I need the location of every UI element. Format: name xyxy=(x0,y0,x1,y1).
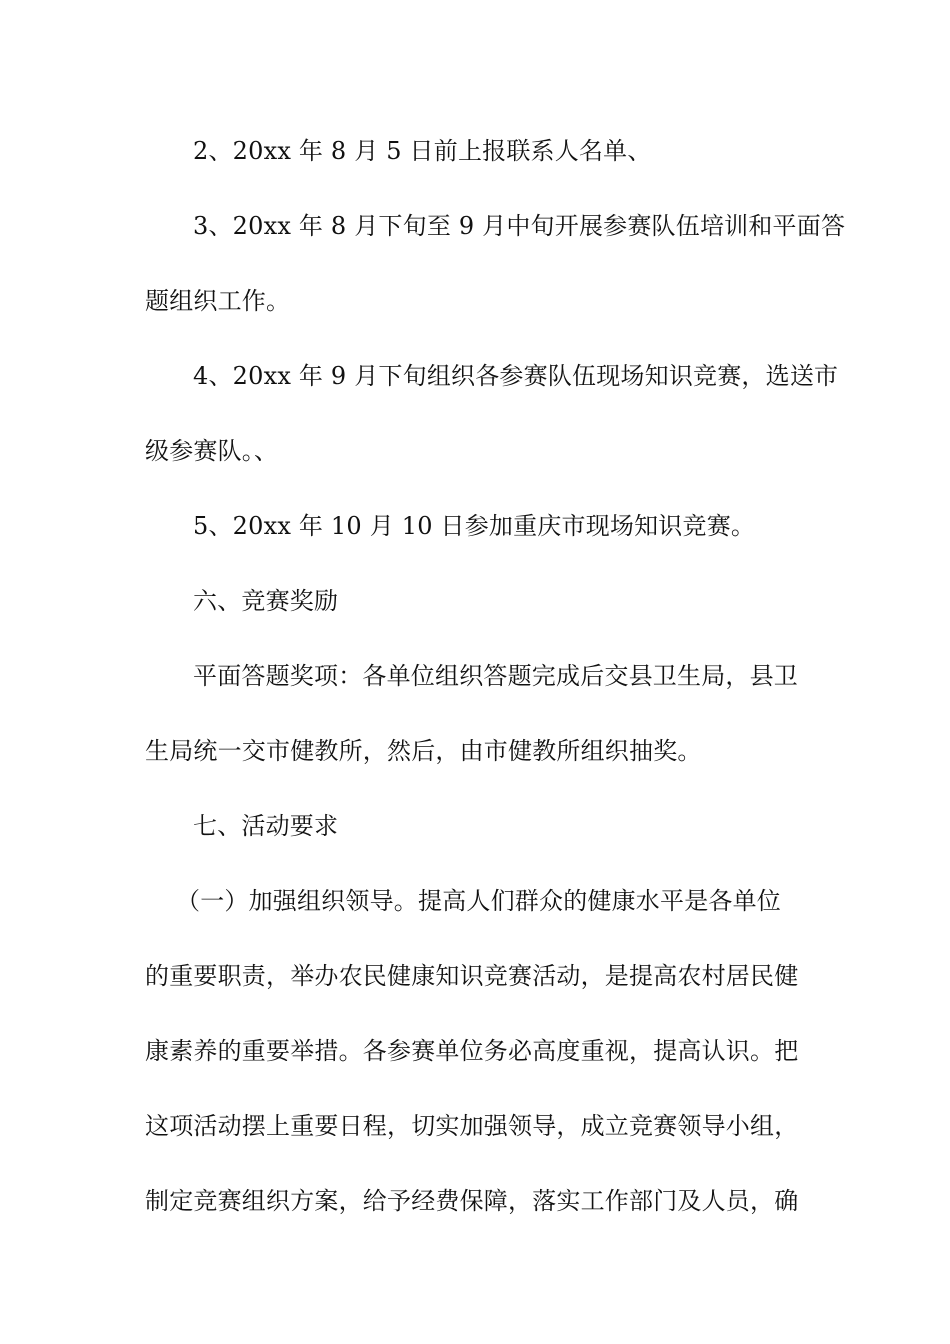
paragraph-line: 2、20xx 年 8 月 5 日前上报联系人名单、 xyxy=(193,137,652,165)
paragraph-line: 3、20xx 年 8 月下旬至 9 月中旬开展参赛队伍培训和平面答 xyxy=(193,212,846,240)
paragraph-line: 的重要职责，举办农民健康知识竞赛活动，是提高农村居民健 xyxy=(145,962,799,990)
paragraph-line: 这项活动摆上重要日程，切实加强领导，成立竞赛领导小组， xyxy=(145,1112,799,1140)
paragraph-line: （一）加强组织领导。提高人们群众的健康水平是各单位 xyxy=(176,887,781,915)
paragraph-line: 制定竞赛组织方案，给予经费保障，落实工作部门及人员，确 xyxy=(145,1187,799,1215)
paragraph-line: 5、20xx 年 10 月 10 日参加重庆市现场知识竞赛。 xyxy=(193,512,756,540)
paragraph-line: 生局统一交市健教所，然后，由市健教所组织抽奖。 xyxy=(145,737,702,765)
paragraph-line: 平面答题奖项：各单位组织答题完成后交县卫生局，县卫 xyxy=(193,662,798,690)
paragraph-line: 题组织工作。 xyxy=(145,287,291,315)
paragraph-line: 级参赛队。、 xyxy=(145,437,279,465)
paragraph-line: 4、20xx 年 9 月下旬组织各参赛队伍现场知识竞赛，选送市 xyxy=(193,362,839,390)
section-heading: 七、活动要求 xyxy=(193,812,339,840)
paragraph-line: 康素养的重要举措。各参赛单位务必高度重视，提高认识。把 xyxy=(145,1037,799,1065)
section-heading: 六、竞赛奖励 xyxy=(193,587,339,615)
